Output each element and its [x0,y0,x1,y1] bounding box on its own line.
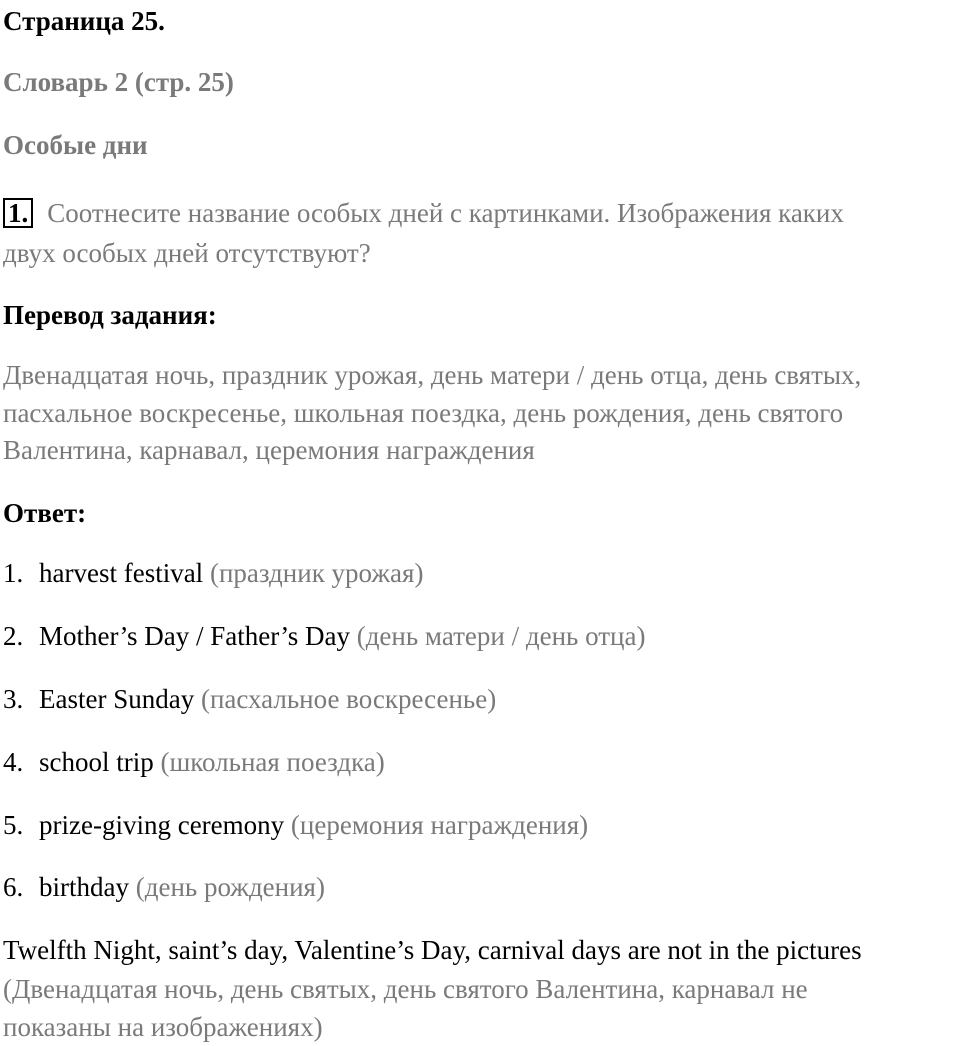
answer-item-english: Mother’s Day / Father’s Day [39,621,350,651]
answer-item [3,806,588,844]
answer-item-russian: (пасхальное воскресенье) [200,684,497,714]
answer-item-number: 5. [3,810,24,840]
answer-heading: Ответ: [3,498,87,528]
answer-item-number: 3. [3,684,24,714]
answer-item [3,617,645,655]
answer-item-number: 2. [3,621,24,651]
answer-item-russian: (день рождения) [135,872,325,902]
answer-item-russian: (день матери / день отца) [356,621,646,651]
answer-item-english: prize-giving ceremony [39,810,285,840]
translation-heading: Перевод задания: [3,300,217,330]
answer-item-english: birthday [39,872,129,902]
answer-item-number: 6. [3,872,24,902]
answer-item-english: harvest festival [39,558,204,588]
answer-item-russian: (праздник урожая) [209,558,424,588]
answer-item-number: 1. [3,558,24,588]
final-answer-english: Twelfth Night, saint’s day, Valentine’s Day, carnival days are not in the pictures [3,935,862,965]
dictionary-title: Словарь 2 (стр. 25) [3,67,234,97]
answer-item [3,554,423,592]
answer-item [3,743,385,781]
translation-line-3: Валентина, карнавал, церемония награждения [3,435,535,465]
answer-item-number: 4. [3,747,24,777]
task-number-badge: 1. [3,198,33,228]
final-answer-russian-line-1: (Двенадцатая ночь, день святых, день святого Валентина, карнавал не [3,974,808,1004]
answer-item [3,680,496,718]
task-text-line-1 [3,194,844,232]
translation-line-1: Двенадцатая ночь, праздник урожая, день матери / день отца, день святых, [3,360,862,390]
answer-item-english: school trip [39,747,154,777]
task-text-line-2: двух особых дней отсутствуют? [3,238,371,268]
page-title: Страница 25. [3,6,165,36]
answer-item-russian: (школьная поездка) [160,747,385,777]
final-answer-russian-line-2: показаны на изображениях) [3,1012,323,1042]
translation-line-2: пасхальное воскресенье, школьная поездка, день рождения, день святого [3,398,844,428]
topic-title: Особые дни [3,130,148,160]
task-text: Соотнесите название особых дней с картинками. Изображения каких [47,198,844,228]
answer-item-english: Easter Sunday [39,684,195,714]
answer-item [3,868,325,906]
answer-item-russian: (церемония награждения) [290,810,589,840]
